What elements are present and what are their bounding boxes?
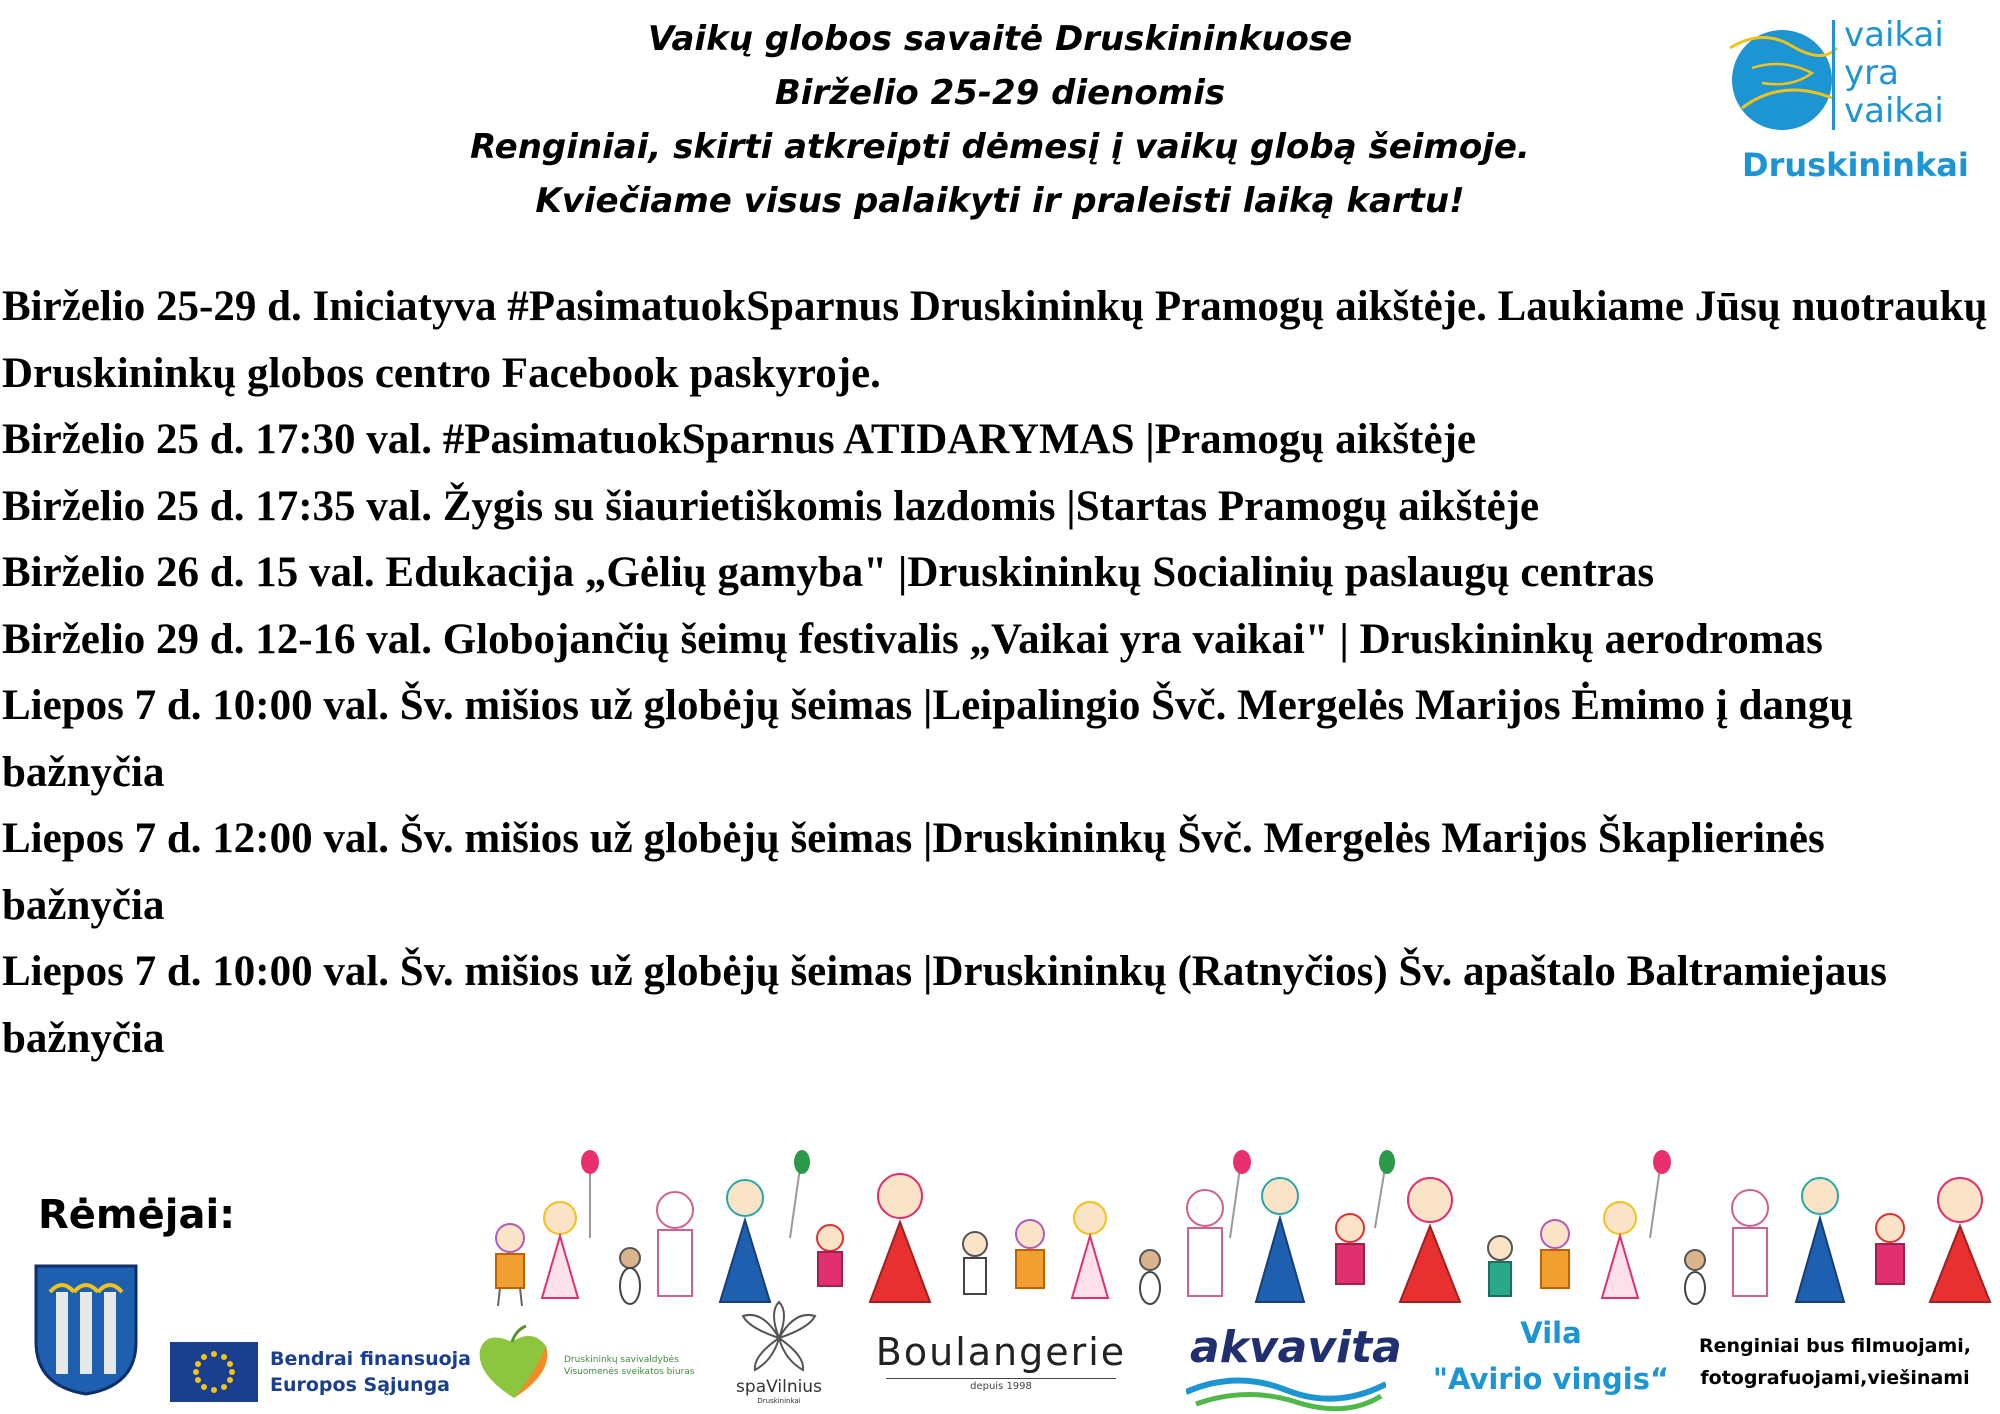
health-bureau-text <box>564 1354 694 1378</box>
akvavita-name: akvavita <box>1190 1322 1402 1373</box>
eu-cofunding-logo <box>170 1340 471 1404</box>
boulangerie-logo <box>866 1330 1136 1400</box>
child-figure-14 <box>1336 1150 1395 1284</box>
vila-line-2: "Avirio vingis“ <box>1432 1362 1670 1396</box>
child-figure-3 <box>620 1248 640 1304</box>
child-figure-10 <box>1072 1202 1108 1298</box>
apple-heart-icon <box>472 1324 556 1404</box>
child-figure-9 <box>1016 1220 1044 1288</box>
child-figure-4 <box>657 1192 693 1296</box>
child-figure-7 <box>870 1174 930 1302</box>
child-figure-11 <box>1140 1250 1160 1304</box>
event-item: Liepos 7 d. 10:00 val. Šv. mišios už globėjų šeimas |Leipalingio Švč. Mergelės Marijos Ėmimo į dangų bažnyčia <box>2 682 1854 796</box>
event-item: Birželio 25-29 d. Iniciatyva #PasimatuokSparnus Druskininkų Pramogų aikštėje. Laukiame Jūsų nuotraukų Druskininkų globos centro Facebook paskyroje. <box>2 283 1988 397</box>
eu-line-1: Bendrai finansuoja <box>270 1348 471 1370</box>
boulangerie-name: Boulangerie <box>875 1330 1127 1374</box>
header-title: Vaikų globos savaitė Druskininkuose <box>647 19 1353 59</box>
header-invitation: Kviečiame visus palaikyti ir praleisti laiką kartu! <box>535 181 1465 221</box>
child-figure-16 <box>1488 1236 1512 1296</box>
vaikai-yra-vaikai-logo <box>1718 14 1988 184</box>
logo-wordmark <box>1844 16 1944 130</box>
event-item: Birželio 26 d. 15 val. Edukacija „Gėlių gamyba" |Druskininkų Socialinių paslaugų centras <box>2 549 1655 596</box>
child-figure-5 <box>720 1150 810 1302</box>
eu-text <box>270 1346 471 1398</box>
poster-header <box>300 12 1700 228</box>
child-figure-18 <box>1602 1150 1671 1298</box>
child-figure-12 <box>1187 1150 1251 1296</box>
child-figure-15 <box>1400 1178 1460 1302</box>
child-figure-20 <box>1732 1190 1768 1296</box>
child-figure-19 <box>1685 1250 1705 1304</box>
vila-avirio-vingis-logo <box>1426 1310 1676 1410</box>
eu-flag-icon <box>170 1342 258 1402</box>
filming-notice <box>1676 1330 1994 1394</box>
logo-word-1: vaikai <box>1844 15 1944 55</box>
header-subtitle: Renginiai, skirti atkreipti dėmesį į vaikų globą šeimoje. <box>470 127 1530 167</box>
event-list <box>2 274 1992 1072</box>
event-item: Liepos 7 d. 12:00 val. Šv. mišios už globėjų šeimas |Druskininkų Švč. Mergelės Marijos Škaplierinės bažnyčia <box>2 815 1825 929</box>
coat-of-arms-icon <box>32 1262 140 1396</box>
akvavita-logo <box>1186 1316 1402 1406</box>
boulangerie-subtitle: depuis 1998 <box>886 1378 1116 1392</box>
header-dates: Birželio 25-29 dienomis <box>774 73 1226 113</box>
event-item: Birželio 25 d. 17:35 val. Žygis su šiaurietiškomis lazdomis |Startas Pramogų aikštėje <box>2 482 1540 530</box>
child-figure-21 <box>1796 1178 1844 1302</box>
child-figure-13 <box>1256 1178 1304 1302</box>
eu-line-2: Europos Sąjunga <box>270 1374 450 1396</box>
health-bureau-line-2: Visuomenės sveikatos biuras <box>564 1367 695 1377</box>
child-figure-2 <box>542 1150 599 1298</box>
event-item: Birželio 29 d. 12-16 val. Globojančių šeimų festivalis „Vaikai yra vaikai" | Druskininkų aerodromas <box>2 615 1823 663</box>
logo-divider <box>1832 20 1835 130</box>
wave-icon <box>1186 1372 1386 1412</box>
spa-subtitle: Druskininkai <box>757 1397 801 1405</box>
spa-text <box>724 1378 834 1406</box>
event-item: Liepos 7 d. 10:00 val. Šv. mišios už globėjų šeimas |Druskininkų (Ratnyčios) Šv. apaštalo Baltramiejaus bažnyčia <box>2 948 1887 1062</box>
filming-notice-line-1: Renginiai bus filmuojami, <box>1698 1335 1972 1357</box>
spa-vilnius-logo <box>724 1300 834 1412</box>
logo-word-3: vaikai <box>1844 91 1944 131</box>
child-figure-6 <box>817 1225 843 1286</box>
globe-icon <box>1722 18 1842 138</box>
health-bureau-logo <box>472 1324 722 1404</box>
vila-line-1: Vila <box>1520 1316 1582 1350</box>
child-figure-1 <box>496 1224 524 1306</box>
logo-city: Druskininkai <box>1742 146 1969 184</box>
child-figure-23 <box>1930 1178 1990 1302</box>
lotus-icon <box>739 1300 819 1376</box>
filming-notice-line-2: fotografuojami,viešinami <box>1700 1367 1970 1389</box>
children-drawing-illustration <box>470 1148 2000 1308</box>
spa-name: spaVilnius <box>736 1377 822 1397</box>
child-figure-17 <box>1541 1220 1569 1288</box>
logo-word-2: yra <box>1844 53 1899 93</box>
sponsors-title: Rėmėjai: <box>38 1192 236 1238</box>
event-item: Birželio 25 d. 17:30 val. #PasimatuokSparnus ATIDARYMAS |Pramogų aikštėje <box>2 416 1476 463</box>
child-figure-8 <box>963 1232 987 1294</box>
health-bureau-line-1: Druskininkų savivaldybės <box>564 1355 679 1365</box>
child-figure-22 <box>1876 1214 1904 1284</box>
